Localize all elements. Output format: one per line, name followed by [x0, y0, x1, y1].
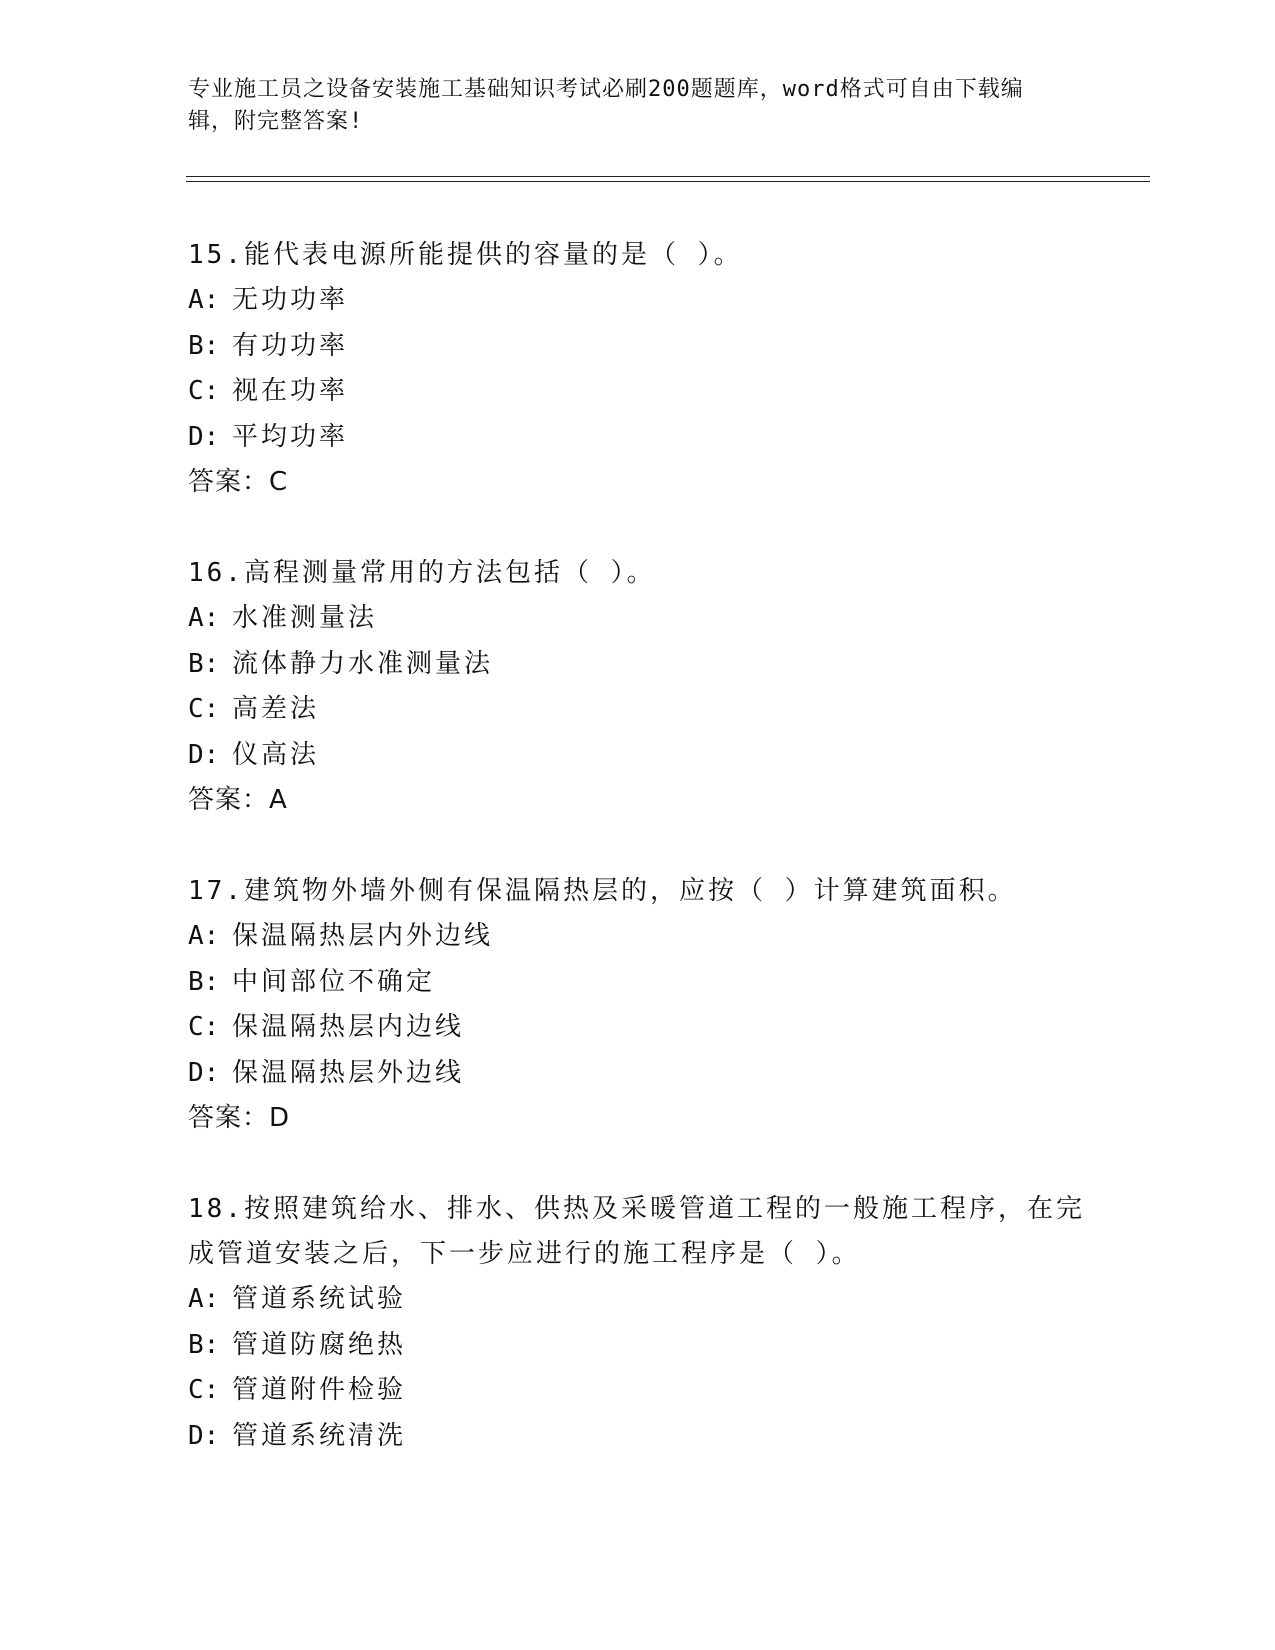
option-text: 水准测量法: [232, 603, 378, 633]
question-17: [188, 869, 1088, 1141]
option-key: B:: [188, 330, 220, 361]
option-text: 管道系统清洗: [232, 1420, 407, 1451]
option-b: [188, 642, 1088, 688]
option-text: 平均功率: [232, 421, 349, 452]
header-divider-line: [186, 181, 1150, 182]
option-d: [188, 415, 1088, 461]
header-divider-line: [186, 176, 1150, 177]
option-key: D:: [188, 1420, 220, 1451]
option-a: [188, 278, 1088, 324]
option-key: C:: [188, 694, 220, 724]
answer-line: 答案：D: [188, 1103, 291, 1133]
question-18: [188, 1187, 1088, 1459]
option-key: C:: [188, 1375, 220, 1405]
option-key: B:: [188, 648, 220, 679]
question-stem: 16.高程测量常用的方法包括（ ）。: [188, 558, 656, 588]
question-stem: 15.能代表电源所能提供的容量的是（ ）。: [188, 240, 743, 270]
option-text: 有功功率: [232, 330, 349, 361]
option-d: [188, 1414, 1088, 1460]
option-key: A:: [188, 603, 220, 633]
option-d: [188, 1051, 1088, 1097]
option-b: [188, 324, 1088, 370]
question-16: [188, 551, 1088, 823]
option-text: 保温隔热层内边线: [232, 1012, 465, 1042]
option-a: [188, 596, 1088, 642]
option-key: A:: [188, 1284, 220, 1314]
answer-line: 答案：A: [188, 785, 288, 815]
option-a: [188, 1277, 1088, 1323]
option-key: C:: [188, 1012, 220, 1042]
document-header: 专业施工员之设备安装施工基础知识考试必刷200题题库，word格式可自由下载编辑，附完整答案!: [188, 77, 1024, 134]
option-key: B:: [188, 966, 220, 997]
question-15: [188, 233, 1088, 505]
option-text: 保温隔热层外边线: [232, 1057, 465, 1088]
option-key: A:: [188, 921, 220, 951]
option-text: 管道附件检验: [232, 1375, 407, 1405]
option-key: D:: [188, 421, 220, 452]
option-text: 流体静力水准测量法: [232, 648, 494, 679]
option-b: [188, 1323, 1088, 1369]
option-text: 管道系统试验: [232, 1284, 407, 1314]
option-b: [188, 960, 1088, 1006]
option-text: 高差法: [232, 694, 320, 724]
option-text: 无功功率: [232, 285, 349, 315]
option-text: 管道防腐绝热: [232, 1329, 407, 1360]
option-c: [188, 687, 1088, 733]
option-d: [188, 733, 1088, 779]
option-key: C:: [188, 376, 220, 406]
option-key: B:: [188, 1329, 220, 1360]
question-stem: 17.建筑物外墙外侧有保温隔热层的，应按（ ）计算建筑面积。: [188, 876, 1017, 906]
option-text: 仪高法: [232, 739, 320, 770]
option-c: [188, 369, 1088, 415]
answer-line: 答案：C: [188, 467, 289, 497]
question-stem: 18.按照建筑给水、排水、供热及采暖管道工程的一般施工程序，在完成管道安装之后，下一步应进行的施工程序是（ ）。: [188, 1194, 1085, 1269]
option-key: D:: [188, 739, 220, 770]
option-c: [188, 1005, 1088, 1051]
option-a: [188, 914, 1088, 960]
option-c: [188, 1368, 1088, 1414]
option-text: 视在功率: [232, 376, 349, 406]
option-text: 保温隔热层内外边线: [232, 921, 494, 951]
option-key: D:: [188, 1057, 220, 1088]
option-text: 中间部位不确定: [232, 966, 436, 997]
option-key: A:: [188, 285, 220, 315]
